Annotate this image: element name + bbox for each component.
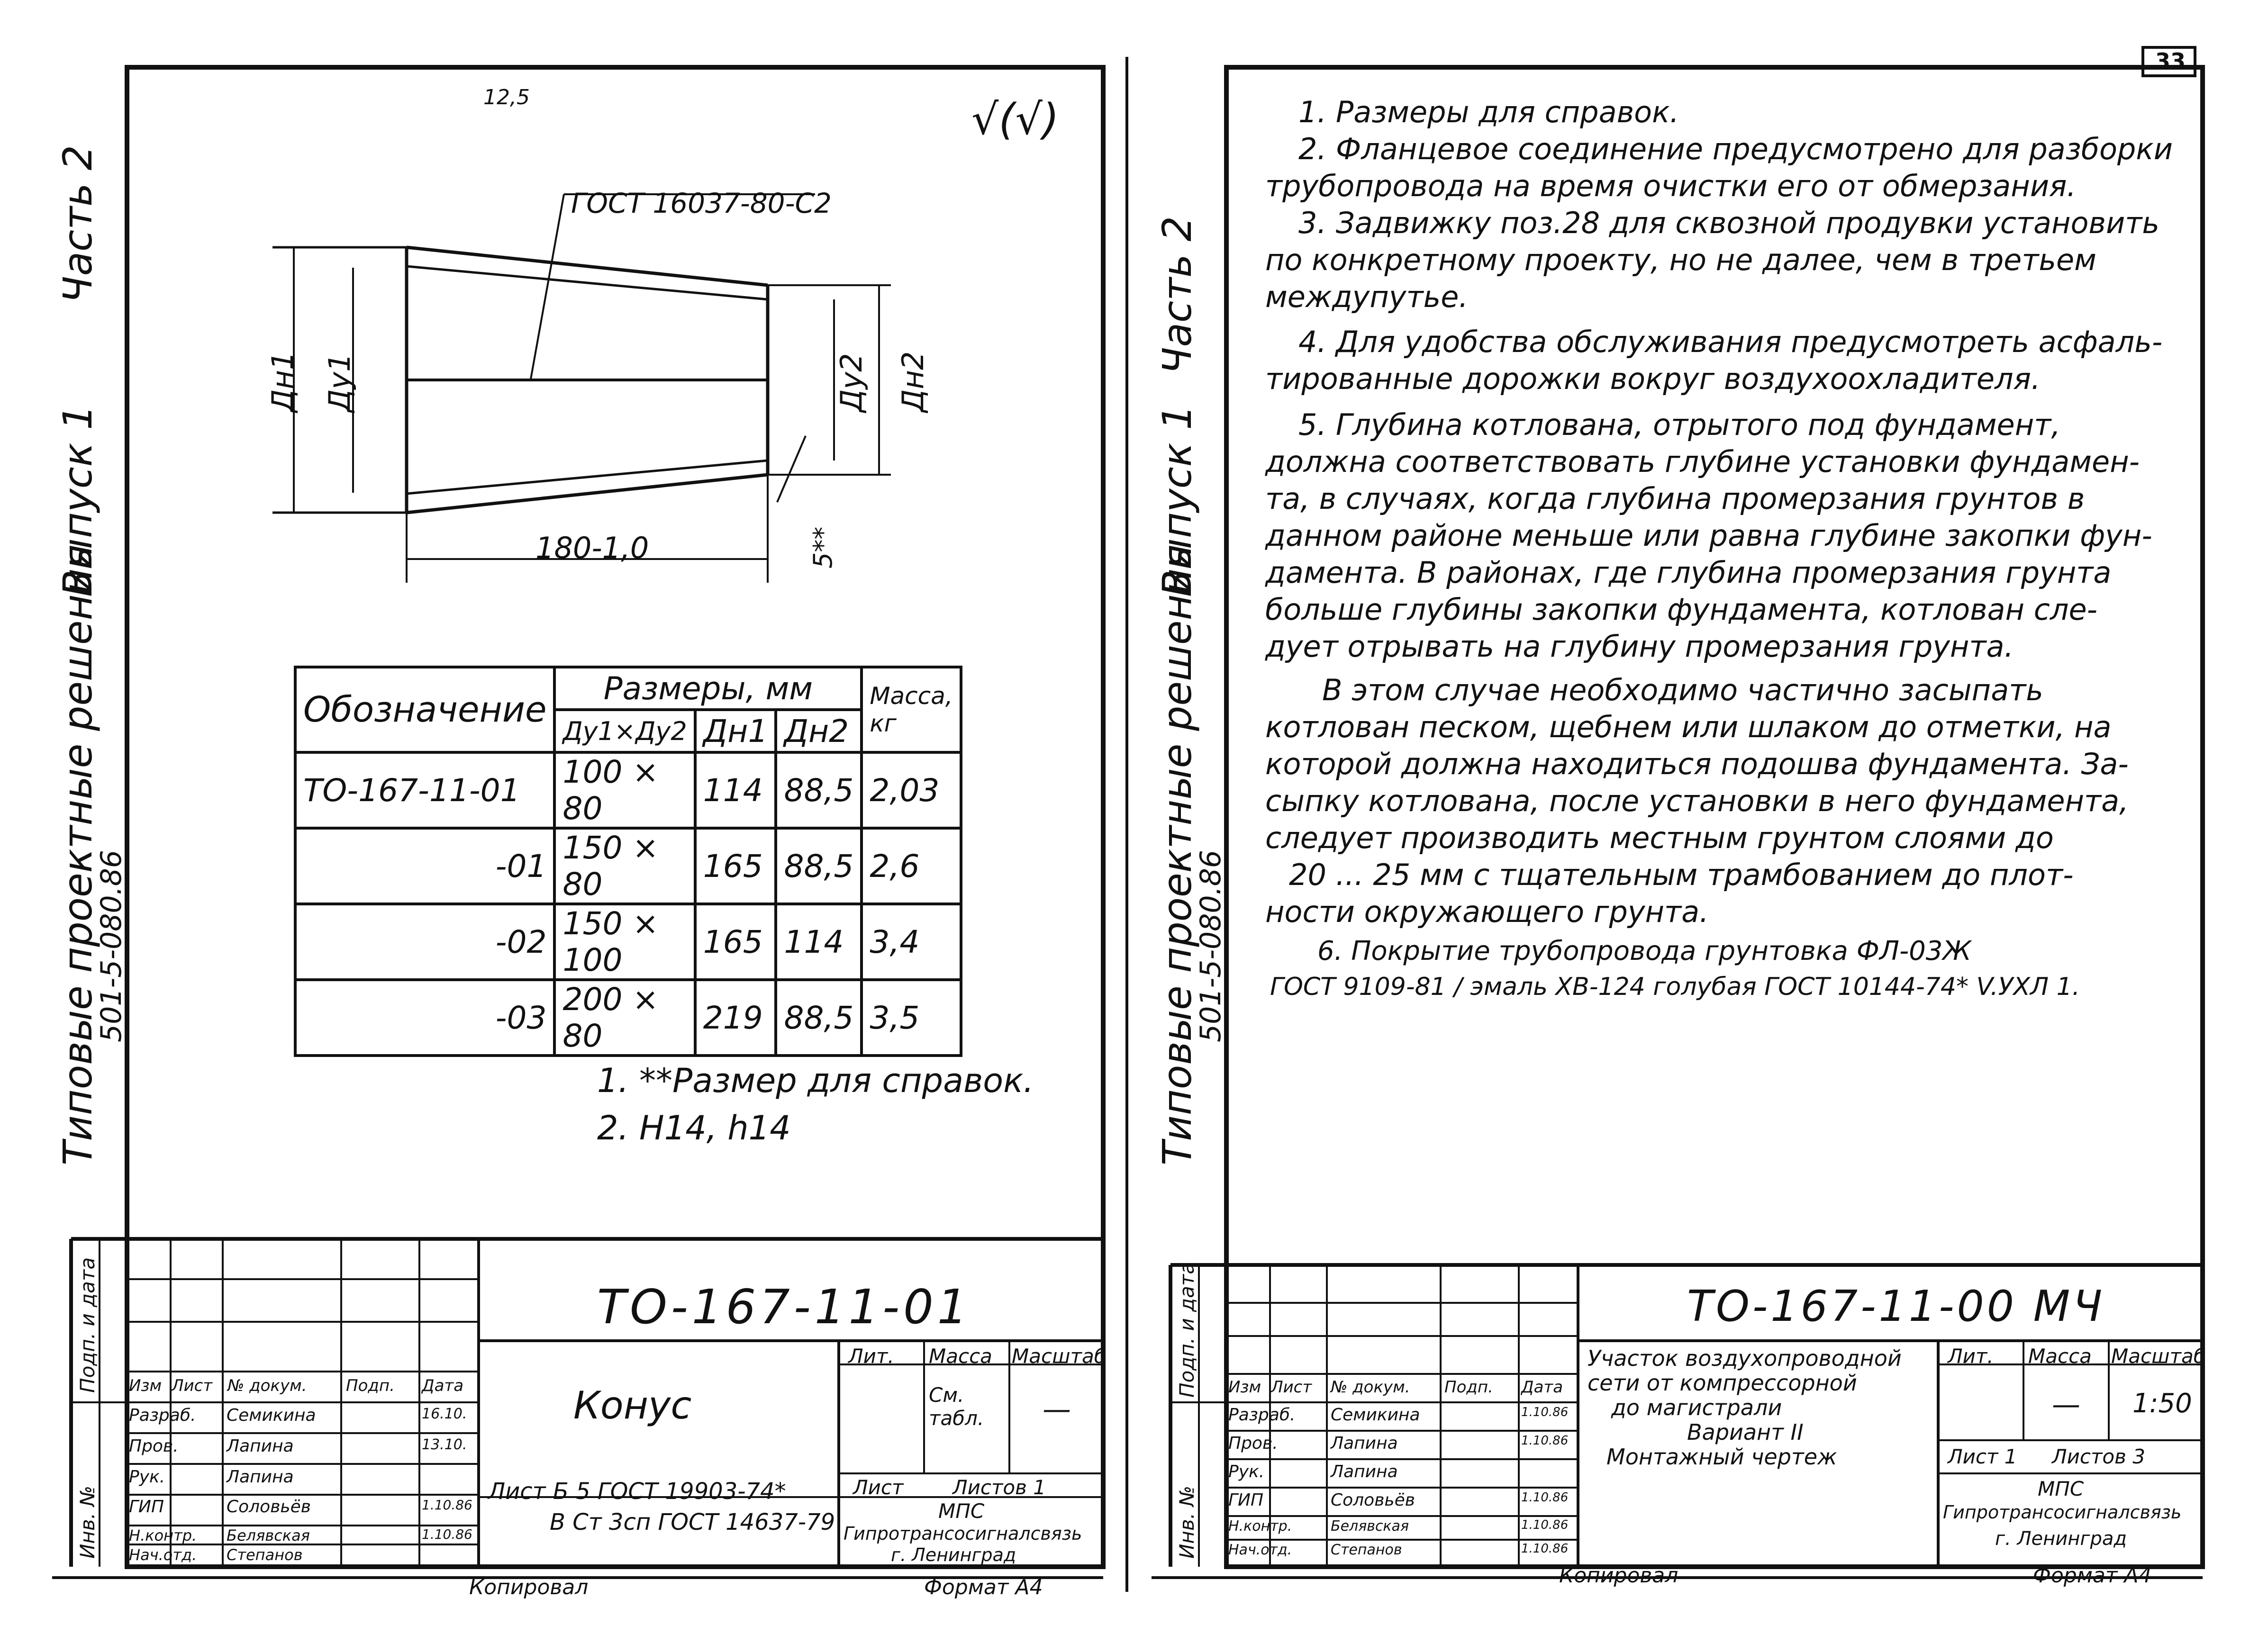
right-note-line: дует отрывать на глубину промерзания грунта. (1265, 629, 2014, 664)
table-subheader-dy: Ду1×Ду2 (554, 710, 695, 752)
left-side-stamp-2: Инв. № (76, 1485, 99, 1559)
right-note-line: та, в случаях, когда глубина промерзания грунтов в (1265, 481, 2085, 516)
left-material-2: В Ст 3сп ГОСТ 14637-79 (550, 1509, 835, 1535)
table-row (295, 904, 961, 980)
right-role-0: Разраб. (1228, 1405, 1296, 1425)
right-date-0: 1.10.86 (1521, 1405, 1569, 1419)
row-dn2: 88,5 (776, 980, 862, 1056)
left-col-izm: Изм (129, 1376, 162, 1395)
right-desc-5: Монтажный чертеж (1606, 1444, 1837, 1470)
right-note-line: В этом случае необходимо частично засыпать (1322, 673, 2043, 707)
right-date-1: 1.10.86 (1521, 1434, 1569, 1448)
right-col-list: Лист (1271, 1378, 1312, 1397)
table-subheader-dn1: Дн1 (695, 710, 776, 752)
right-lit-header: Лит. (1948, 1345, 1994, 1368)
right-sheets-label: Листов 3 (2052, 1445, 2145, 1468)
row-dy: 100 × 80 (554, 752, 695, 828)
right-col-izm: Изм (1228, 1378, 1261, 1397)
right-org-2: Гипротрансосигналсвязь (1943, 1502, 2182, 1523)
side-label-code: 501-5-080.86 (1194, 850, 1227, 1042)
left-date-1: 13.10. (422, 1436, 467, 1453)
left-date-4: 1.10.86 (422, 1526, 472, 1542)
left-name-4: Белявская (227, 1526, 310, 1544)
row-dn1: 114 (695, 752, 776, 828)
right-side-stamp-2: Инв. № (1175, 1485, 1198, 1559)
left-name-0: Семикина (227, 1406, 316, 1425)
left-name-5: Степанов (227, 1546, 303, 1564)
left-org-2: Гипротрансосигналсвязь (844, 1523, 1082, 1544)
right-note-line: 20 ... 25 мм с тщательным трамбованием до плот- (1289, 858, 2074, 892)
row-dn1: 219 (695, 980, 776, 1056)
left-role-3: ГИП (129, 1497, 164, 1517)
right-date-3: 1.10.86 (1521, 1490, 1569, 1505)
table-header-mass: Масса, кг (862, 667, 961, 752)
right-desc-1: Участок воздухопроводной (1588, 1345, 1902, 1371)
row-dn2: 114 (776, 904, 862, 980)
right-name-5: Степанов (1331, 1542, 1402, 1558)
left-name-3: Соловьёв (227, 1497, 311, 1517)
right-role-1: Пров. (1228, 1434, 1278, 1453)
row-mass: 3,4 (862, 904, 961, 980)
side-label-code: 501-5-080.86 (95, 850, 128, 1042)
left-note-1: 1. **Размер для справок. (597, 1061, 1034, 1100)
left-sheets-label: Листов 1 (953, 1476, 1046, 1499)
right-org-3: г. Ленинград (1995, 1528, 2127, 1550)
row-dy: 200 × 80 (554, 980, 695, 1056)
right-name-4: Белявская (1331, 1518, 1409, 1535)
right-name-3: Соловьёв (1331, 1490, 1415, 1510)
left-material-1: Лист Б 5 ГОСТ 19903-74* (488, 1478, 786, 1505)
right-note-line: по конкретному проекту, но не далее, чем в третьем (1265, 243, 2096, 277)
left-side-stamp-1: Подп. и дата (76, 1257, 99, 1393)
right-scale-header: Масштаб (2111, 1345, 2206, 1368)
table-row (295, 752, 961, 828)
right-mass-header: Масса (2028, 1345, 2092, 1368)
row-dn1: 165 (695, 828, 776, 904)
left-part-name: Конус (573, 1383, 692, 1427)
right-role-4: Н.контр. (1228, 1518, 1292, 1535)
right-desc-4: Вариант II (1687, 1419, 1804, 1445)
right-note-line: которой должна находиться подошва фундамента. За- (1265, 747, 2129, 781)
right-note-line: 4. Для удобства обслуживания предусмотреть асфаль- (1298, 325, 2163, 359)
right-note-line: ГОСТ 9109-81 / эмаль ХВ-124 голубая ГОСТ 10144-74* V.УХЛ 1. (1270, 973, 2080, 1001)
table-header-designation: Обозначение (295, 667, 554, 752)
left-sheet-label: Лист (853, 1476, 904, 1499)
side-label-part: Часть 2 (54, 145, 101, 303)
left-role-4: Н.контр. (129, 1526, 197, 1544)
left-date-3: 1.10.86 (422, 1497, 472, 1513)
sheet-number: 33 (2155, 48, 2186, 74)
left-role-5: Нач.отд. (129, 1546, 197, 1564)
right-date-5: 1.10.86 (1521, 1542, 1569, 1556)
side-label-title: Типовые проектные решения (1154, 544, 1200, 1165)
right-col-date: Дата (1521, 1378, 1563, 1397)
dim-dy1: Ду1 (322, 353, 357, 412)
side-label-part: Часть 2 (1154, 216, 1200, 374)
left-col-date: Дата (422, 1376, 464, 1395)
right-note-line: сыпку котлована, после установки в него фундамента, (1265, 784, 2129, 818)
side-label-series: Выпуск 1 (54, 405, 101, 597)
right-mass-value: — (2052, 1388, 2080, 1421)
right-note-line: 6. Покрытие трубопровода грунтовка ФЛ-03Ж (1317, 936, 1971, 966)
right-note-line: трубопровода на время очистки его от обмерзания. (1265, 169, 2077, 203)
row-designation: -02 (295, 904, 554, 980)
right-note-line: котлован песком, щебнем или шлаком до отметки, на (1265, 710, 2112, 744)
row-mass: 2,03 (862, 752, 961, 828)
left-col-doc: № докум. (227, 1376, 307, 1395)
left-col-list: Лист (172, 1376, 213, 1395)
left-date-0: 16.10. (422, 1406, 467, 1422)
table-row (295, 980, 961, 1056)
left-copied: Копировал (469, 1575, 589, 1599)
roughness-symbol: √(√) (971, 95, 1059, 144)
row-dy: 150 × 80 (554, 828, 695, 904)
row-dy: 150 × 100 (554, 904, 695, 980)
right-note-line: ности окружающего грунта. (1265, 894, 1709, 929)
right-org-1: МПС (2038, 1477, 2084, 1500)
row-designation: -01 (295, 828, 554, 904)
dim-dn1: Дн1 (265, 351, 300, 412)
row-dn2: 88,5 (776, 828, 862, 904)
dim-dn2: Дн2 (896, 351, 930, 412)
row-designation: ТО-167-11-01 (295, 752, 554, 828)
right-date-4: 1.10.86 (1521, 1518, 1569, 1532)
side-label-series: Выпуск 1 (1154, 405, 1200, 597)
right-col-doc: № докум. (1331, 1378, 1410, 1397)
right-name-2: Лапина (1331, 1462, 1398, 1481)
left-note-2: 2. Н14, h14 (597, 1109, 791, 1147)
row-designation: -03 (295, 980, 554, 1056)
left-mass-value: См. табл. (929, 1383, 984, 1430)
right-note-line: больше глубины закопки фундамента, котлован сле- (1265, 592, 2098, 627)
table-row (295, 828, 961, 904)
dim-wall: 5** (808, 526, 838, 569)
right-name-1: Лапина (1331, 1434, 1398, 1453)
right-note-line: 2. Фланцевое соединение предусмотрено для разборки (1298, 132, 2173, 166)
row-dn2: 88,5 (776, 752, 862, 828)
right-note-line: тированные дорожки вокруг воздухоохладителя. (1265, 361, 2041, 396)
right-note-line: дамента. В районах, где глубина промерзания грунта (1265, 555, 2112, 590)
right-note-line: следует производить местным грунтом слоями до (1265, 821, 2054, 855)
left-role-2: Рук. (129, 1467, 165, 1487)
left-name-2: Лапина (227, 1467, 294, 1487)
right-format: Формат А4 (2033, 1563, 2152, 1588)
right-desc-2: сети от компрессорной (1588, 1370, 1857, 1396)
dim-dy2: Ду2 (834, 353, 869, 412)
left-scale-value: — (1043, 1393, 1071, 1426)
right-note-line: данном районе меньше или равна глубине закопки фун- (1265, 518, 2152, 553)
left-org-1: МПС (938, 1499, 985, 1523)
left-mass-header: Масса (929, 1345, 992, 1368)
left-doc-code: ТО-167-11-01 (597, 1279, 971, 1335)
right-note-line: междупутье. (1265, 280, 1469, 314)
right-note-line: 3. Задвижку поз.28 для сквозной продувки установить (1298, 206, 2159, 240)
right-scale-value: 1:50 (2132, 1388, 2192, 1419)
dim-length: 180-1,0 (535, 531, 649, 565)
table-header-dims: Размеры, мм (554, 667, 862, 710)
side-label-title: Типовые проектные решения (54, 544, 101, 1165)
cone-drawing (272, 194, 891, 583)
left-role-1: Пров. (129, 1436, 179, 1456)
left-col-sign: Подп. (346, 1376, 395, 1395)
right-doc-code: ТО-167-11-00 МЧ (1687, 1282, 2105, 1331)
left-org-3: г. Ленинград (891, 1544, 1016, 1565)
table-subheader-dn2: Дн2 (776, 710, 862, 752)
right-role-5: Нач.отд. (1228, 1542, 1292, 1558)
right-note-line: 1. Размеры для справок. (1298, 95, 1679, 129)
row-mass: 2,6 (862, 828, 961, 904)
dimensions-table (294, 666, 962, 1057)
left-lit-header: Лит. (848, 1345, 894, 1368)
right-role-2: Рук. (1228, 1462, 1265, 1481)
roughness-value: 12,5 (483, 85, 530, 109)
right-note-line: должна соответствовать глубине установки фундамен- (1265, 444, 2140, 479)
left-name-1: Лапина (227, 1436, 294, 1456)
right-col-sign: Подп. (1444, 1378, 1493, 1397)
right-side-stamp-1: Подп. и дата (1175, 1262, 1198, 1398)
right-name-0: Семикина (1331, 1405, 1420, 1425)
row-dn1: 165 (695, 904, 776, 980)
right-role-3: ГИП (1228, 1490, 1264, 1510)
right-note-line: 5. Глубина котлована, отрытого под фундамент, (1298, 407, 2061, 442)
left-format: Формат А4 (924, 1575, 1043, 1599)
left-role-0: Разраб. (129, 1406, 196, 1425)
row-mass: 3,5 (862, 980, 961, 1056)
right-copied: Копировал (1559, 1563, 1678, 1588)
right-sheet-label: Лист 1 (1948, 1445, 2017, 1468)
left-scale-header: Масштаб (1012, 1345, 1107, 1368)
weld-standard-callout: ГОСТ 16037-80-С2 (571, 187, 832, 219)
right-desc-3: до магистрали (1611, 1395, 1782, 1420)
